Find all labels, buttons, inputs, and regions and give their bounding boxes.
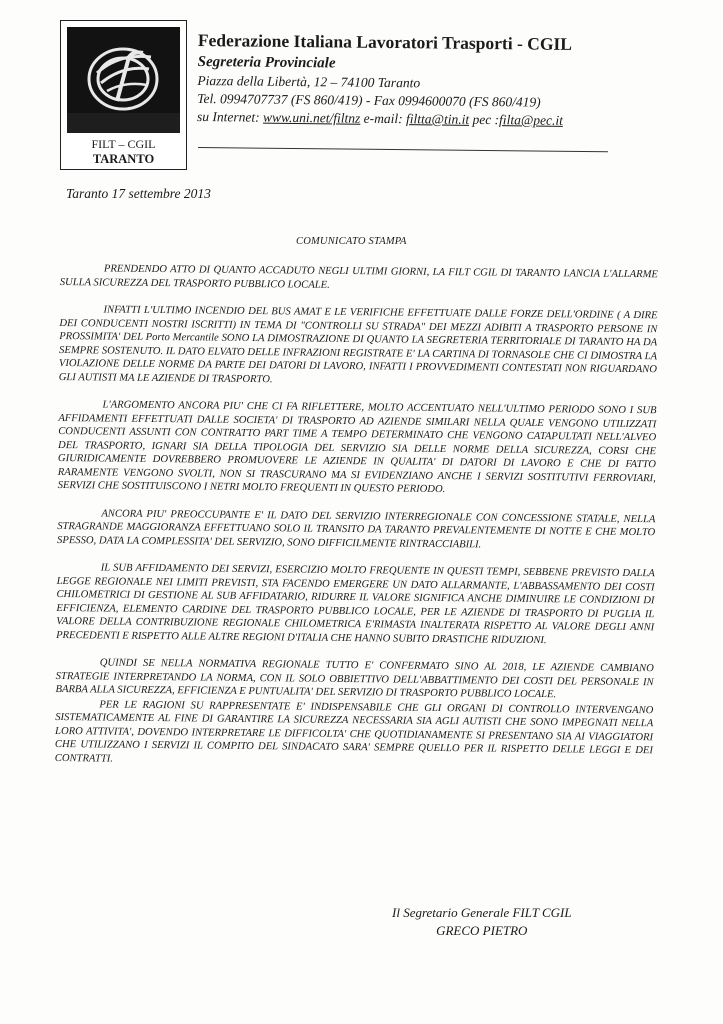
pec-label: pec : [472, 111, 500, 128]
signatory-role: Il Segretario Generale FILT CGIL [392, 905, 572, 920]
paragraph: PRENDENDO ATTO DI QUANTO ACCADUTO NEGLI ULTIMI GIORNI, LA FILT CGIL DI TARANTO LANCIA L'ALLARME SULLA SICUREZZA DEL TRASPORTO PUBBLICO LOCALE. [59, 263, 658, 291]
organization-subtitle: Segreteria Provinciale [197, 53, 336, 72]
pec-link[interactable]: filta@pec.it [499, 112, 563, 128]
address-line: Piazza della Libertà, 12 – 74100 Taranto [197, 72, 421, 91]
letterhead [197, 30, 572, 129]
internet-label: su Internet: [197, 108, 260, 125]
document-title: COMUNICATO STAMPA [296, 236, 407, 247]
paragraph: PER LE RAGIONI SU RAPPRESENTATE E' INDISPENSABILE CHE GLI ORGANI DI CONTROLLO INTERVENGANO SISTEMATICAMENTE AL FINE DI GARANTIRE LA SICUREZZA NECESSARIA SIA AGLI AUTISTI CHE SONO IMPEGNATI NELLA LORO ATTIVITA', DOVENDO INTERPRETARE LE DIFFICOLTA' CHE QUOTIDIANAMENTE SI PRESENTANO SIA AI VIAGGIATORI CHE UTILIZZANO I SERVIZI IL COMPITO DEL SINDACATO SARA' SEMPRE QUELLO PER IL RISPETTO DELLE LEGGI E DEI CONTRATTI. [54, 698, 654, 765]
paragraph: INFATTI L'ULTIMO INCENDIO DEL BUS AMAT E LE VERIFICHE EFFETTUATE DALLE FORZE DELL'ORDINE ( A DIRE DEI CONDUCENTI NOSTRI ISCRITTI) IN TEMA DI "CONTROLLI SU STRADA" DEI MEZZI ADIBITI A TRASPORTO PERSONE IN PROSSIMITA' DEL Porto Mercantile SONO LA DIMOSTRAZIONE DI QUANTO LA SEGRETERIA TERRITORIALE DI TARANTO HA DA SEMPRE SOSTENUTO. IL DATO ELVATO DELLE INFRAZIONI REGISTRATE E' LA CARTINA DI TORNASOLE CHE CI DIMOSTRA LA VIOLAZIONE DELLE NORME DA PARTE DEI DATORI DI LAVORO, INFATTI I PROVVEDIMENTI CONTESTATI NON RIGUARDANO GLI AUTISTI MA LE AZIENDE DI TRASPORTO. [58, 304, 658, 385]
organization-name: Federazione Italiana Lavoratori Trasporti - CGIL [197, 30, 573, 54]
logo-caption-city: TARANTO [92, 152, 155, 166]
document-date: Taranto 17 settembre 2013 [66, 186, 211, 201]
paragraph: IL SUB AFFIDAMENTO DEI SERVIZI, ESERCIZIO MOLTO FREQUENTE IN QUESTI TEMPI, SEBBENE PREVISTO DALLA LEGGE REGIONALE NEI LIMITI PREVISTI, STA FACENDO EMERGERE UN DATO ALLARMANTE, L'ABBASSAMENTO DEI COSTI CHILOMETRICI DI GESTIONE AL SUB AFFIDATARIO, RIDURRE IL VALORE SIGNIFICA ANCHE DIMINUIRE LE CONDIZIONI DI EFFICIENZA, ELEMENTO CARDINE DEL TRASPORTO PUBBLICO LOCALE, PER LE AZIENDE DI TRASPORTO DI PUGLIA IL VALORE DELLA CONTRIBUZIONE REGIONALE CHILOMETRICA E'RIMASTA INALTERATA RISPETTO AL VALORE DEGLI ANNI PRECEDENTI E RISPETTO ALLE ALTRE REGIONI D'ITALIA CHE HANNO SUBITO DRASTICHE RIDUZIONI. [56, 562, 655, 646]
paragraph: L'ARGOMENTO ANCORA PIU' CHE CI FA RIFLETTERE, MOLTO ACCENTUATO NELL'ULTIMO PERIODO SONO I SUB AFFIDAMENTI EFFETTUATI DALLE SOCIETA' DI TRASPORTO AD AZIENDE SIMILARI NELLA QUALE VENGONO UTILIZZATI CONDUCENTI ASSUNTI CON CONTRATTO PART TIME A TEMPO DETERMINATO CHE VENGONO CATAPULTATI NELL'ALVEO DEL TRASPORTO, IGNARI SIA DELLA TIPOLOGIA DEL SERVIZIO SIA DELLE NORME DELLA SICUREZZA, CORSI CHE GIURIDICAMENTE DOVREBBERO PROMUOVERE LE AZIENDE IN QUALITA' DI DATORI DI LAVORO E CHE DI FATTO RARAMENTE VENGONO SVOLTI, NON SI TRASCURANO MA SI EVIDENZIANO ANCHE I SERVIZI SOSTITUTIVI FERROVIARI, SERVIZI CHE SOSTITUISCONO I NETRI MOLTO FREQUENTI IN QUESTO PERIODO. [57, 399, 657, 496]
paragraph: ANCORA PIU' PREOCCUPANTE E' IL DATO DEL SERVIZIO INTERREGIONALE CON CONCESSIONE STATALE, NELLA STRAGRANDE MAGGIORANZA EFFETTUANO SOLO IL TRANSITO DA TARANTO PREVALENTEMENTE DI NOTTE E CHE MOLTO SPESSO, DATA LA COMPLESSITA' DEL SERVIZIO, SONO DIFFICILMENTE RINTRACCIABILI. [57, 507, 656, 550]
signature-block [392, 904, 572, 940]
filt-cgil-logo [67, 27, 180, 133]
website-link[interactable]: www.uni.net/filtnz [262, 109, 361, 126]
document-body [55, 262, 658, 785]
email-link[interactable]: filtta@tin.it [405, 111, 470, 127]
logo-box [60, 20, 187, 170]
email-label: e-mail: [363, 110, 403, 127]
contact-line [197, 109, 571, 129]
phone-fax-line: Tel. 0994707737 (FS 860/419) - Fax 0994600070 (FS 860/419) [197, 90, 541, 110]
signatory-name: GRECO PIETRO [436, 923, 528, 938]
paragraph: QUINDI SE NELLA NORMATIVA REGIONALE TUTTO E' CONFERMATO SINO AL 2018, LE AZIENDE CAMBIANO STRATEGIE INTERPRETANDO LA NORMA, CON IL SOLO OBBIETTIVO DELL'ABBATTIMENTO DEI COSTI DEL PERSONALE IN BARBA ALLA SICUREZZA, EFFICIENZA E PUNTUALITA' DEL SERVIZIO DI TRASPORTO PUBBLICO LOCALE. [55, 657, 654, 701]
logo-caption-org: FILT – CGIL [91, 137, 156, 151]
header-divider [198, 147, 608, 152]
